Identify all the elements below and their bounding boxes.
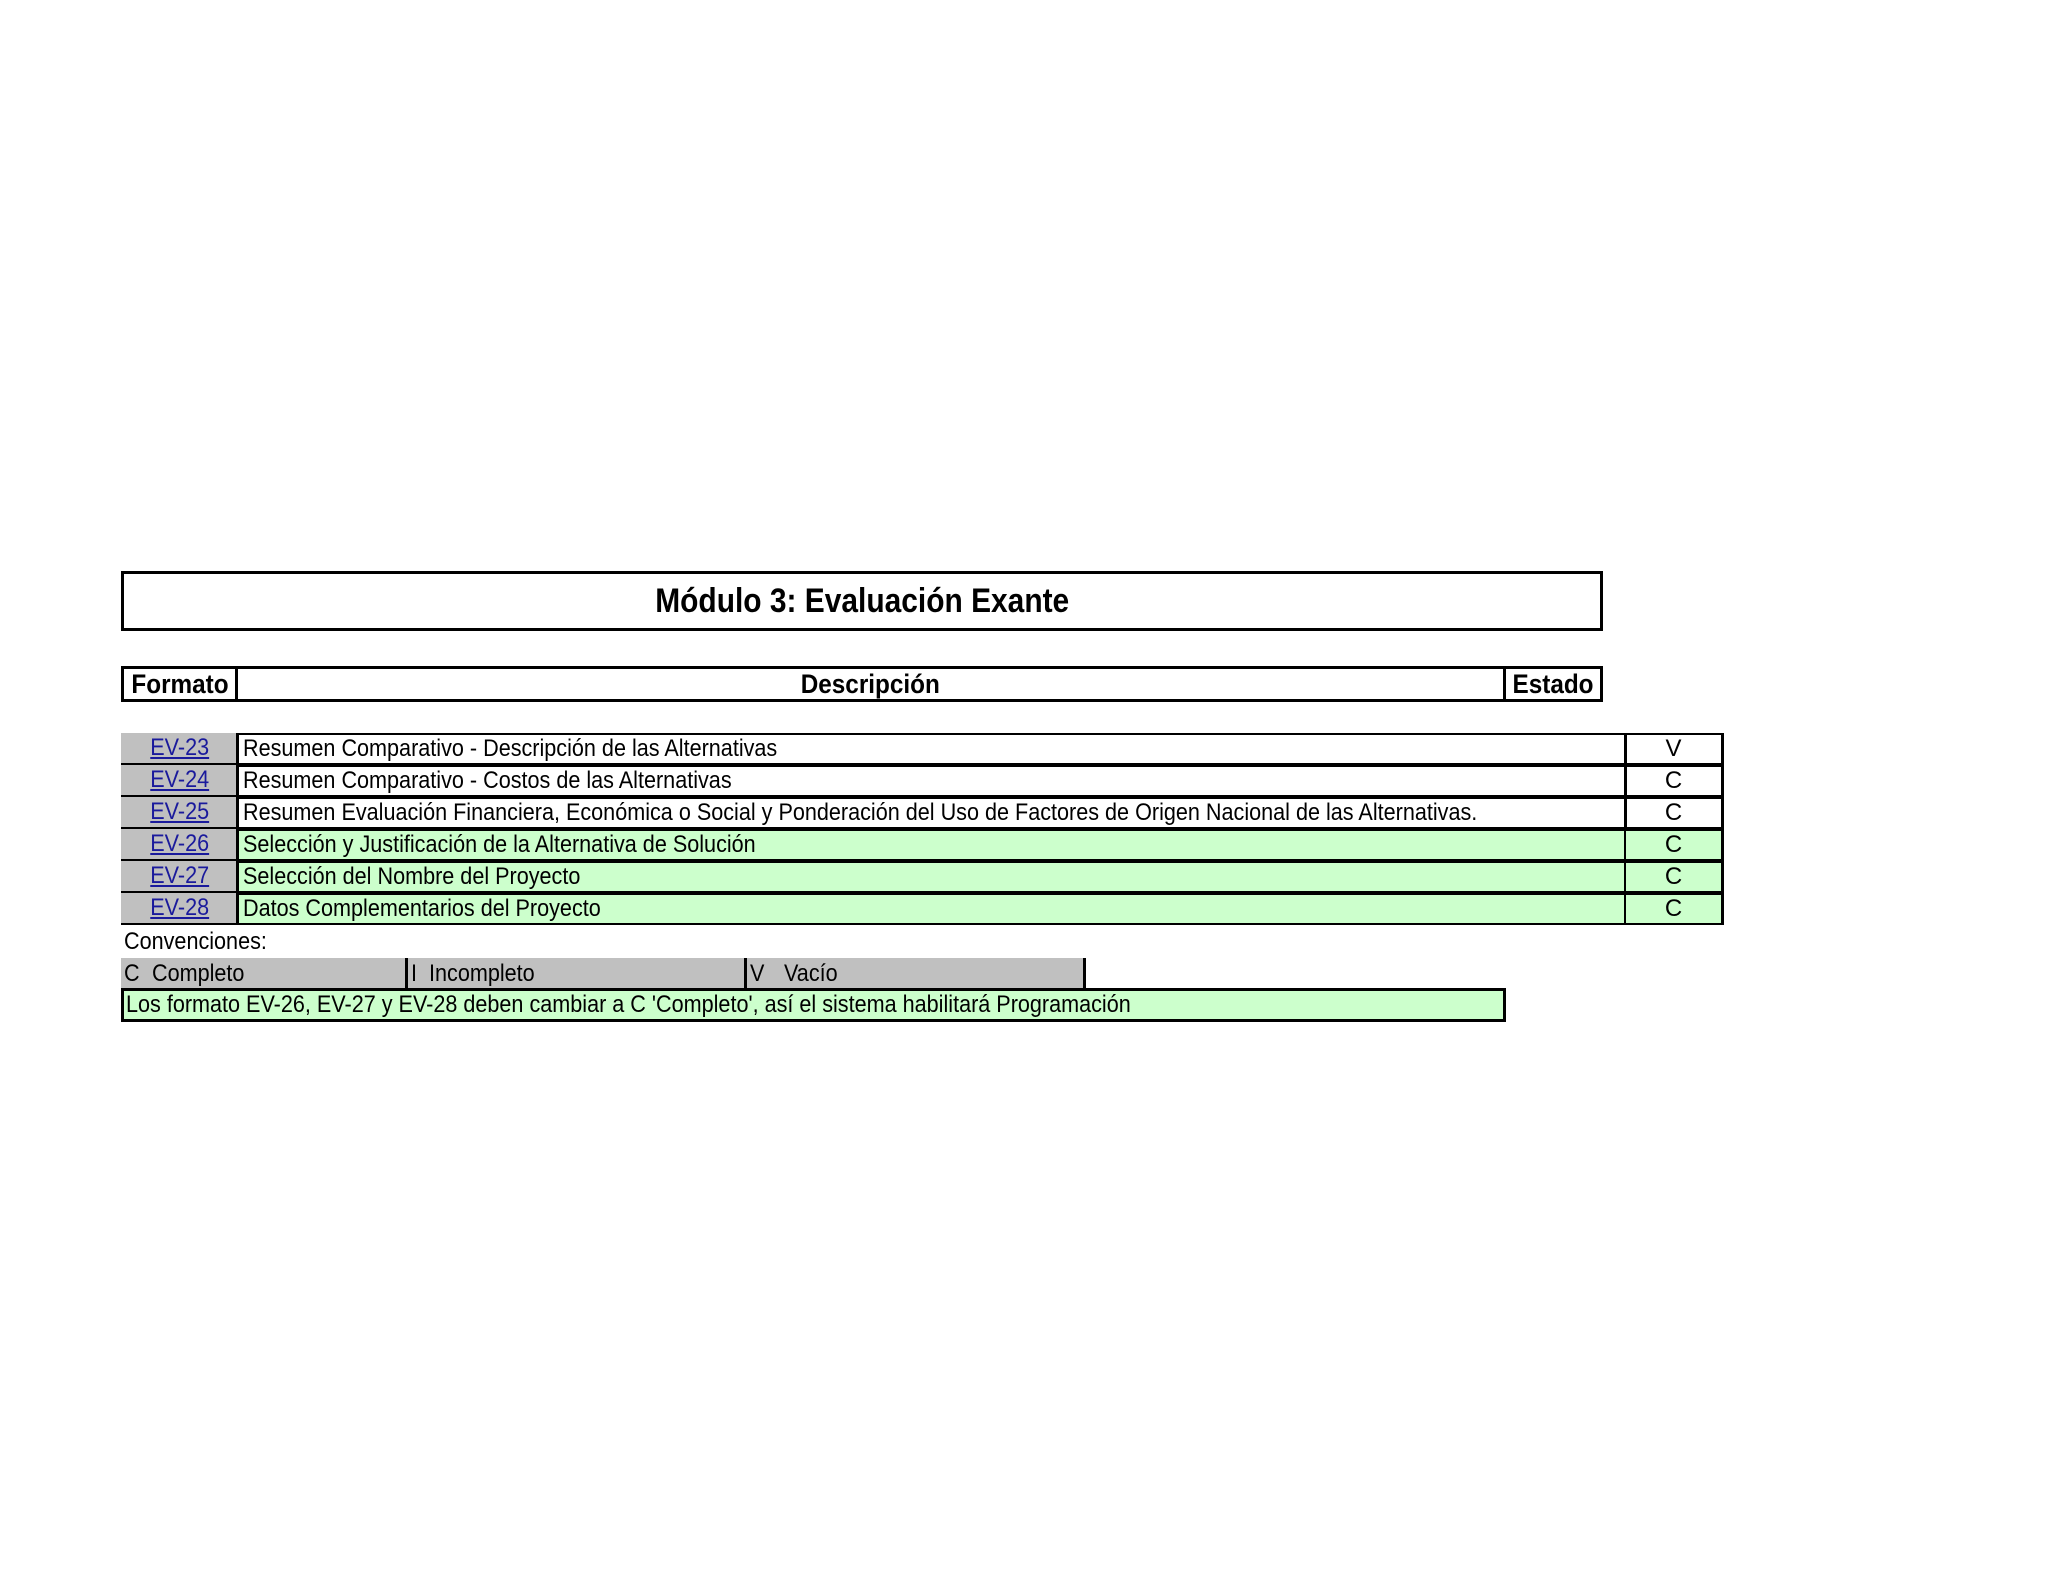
format-code-cell: [121, 893, 238, 925]
legend-code: V: [750, 960, 765, 987]
description-cell: [236, 829, 1627, 861]
status-cell: [1624, 797, 1724, 829]
table-row: [121, 765, 1683, 797]
table-row: [121, 733, 1682, 765]
table-row: [121, 861, 1683, 893]
header-formato: [121, 666, 238, 702]
status-value: C: [1664, 831, 1683, 858]
module-title-box: [121, 571, 1603, 631]
header-formato-label: Formato: [130, 668, 229, 699]
format-link-ev-26[interactable]: EV-26: [150, 830, 209, 857]
status-cell: [1624, 861, 1724, 893]
table-row: [121, 797, 1683, 829]
header-estado-label: Estado: [1512, 668, 1594, 699]
format-code-cell: [121, 829, 238, 861]
description-text: Resumen Comparativo - Costos de las Alternativas: [243, 767, 732, 794]
status-cell: [1624, 733, 1724, 765]
status-value: V: [1665, 735, 1682, 762]
format-link-ev-23[interactable]: EV-23: [150, 734, 209, 761]
table-row: [121, 829, 1683, 861]
header-descripcion: [235, 666, 1506, 702]
status-value: C: [1664, 895, 1683, 922]
format-link-ev-24[interactable]: EV-24: [150, 766, 209, 793]
description-text: Selección del Nombre del Proyecto: [243, 863, 581, 890]
module-title: Módulo 3: Evaluación Exante: [655, 581, 1069, 620]
format-link-ev-25[interactable]: EV-25: [150, 798, 209, 825]
instruction-note: [121, 988, 1506, 1022]
status-value: C: [1664, 863, 1683, 890]
description-text: Resumen Comparativo - Descripción de las Alternativas: [243, 735, 778, 762]
header-descripcion-label: Descripción: [800, 668, 941, 699]
conventions-label-text: Convenciones:: [124, 928, 267, 955]
legend-label: Vacío: [784, 960, 838, 987]
legend-completo: [121, 958, 408, 990]
table-row: [121, 893, 1683, 925]
format-code-cell: [121, 797, 238, 829]
status-value: C: [1664, 799, 1683, 826]
format-code-cell: [121, 733, 238, 765]
status-cell: [1624, 765, 1724, 797]
legend-label: Completo: [152, 960, 245, 987]
format-link-ev-28[interactable]: EV-28: [150, 894, 209, 921]
description-cell: [236, 733, 1627, 765]
conventions-label: [124, 928, 283, 956]
description-text: Resumen Evaluación Financiera, Económica o Social y Ponderación del Uso de Factores de Origen Nacional de las Alternativas.: [243, 799, 1478, 826]
header-estado: [1503, 666, 1603, 702]
status-cell: [1624, 893, 1724, 925]
status-value: C: [1664, 767, 1683, 794]
description-text: Datos Complementarios del Proyecto: [243, 895, 601, 922]
legend-label: Incompleto: [429, 960, 535, 987]
description-cell: [236, 797, 1627, 829]
format-link-ev-27[interactable]: EV-27: [150, 862, 209, 889]
legend-code: C: [124, 960, 140, 987]
description-cell: [236, 861, 1627, 893]
status-cell: [1624, 829, 1724, 861]
legend-code: I: [411, 960, 418, 987]
format-code-cell: [121, 765, 238, 797]
format-code-cell: [121, 861, 238, 893]
description-cell: [236, 765, 1627, 797]
instruction-note-text: Los formato EV-26, EV-27 y EV-28 deben cambiar a C 'Completo', así el sistema habilitará Programación: [126, 991, 1131, 1018]
legend-incompleto: [408, 958, 747, 990]
description-cell: [236, 893, 1627, 925]
description-text: Selección y Justificación de la Alternativa de Solución: [243, 831, 756, 858]
legend-vacio: [747, 958, 1086, 990]
